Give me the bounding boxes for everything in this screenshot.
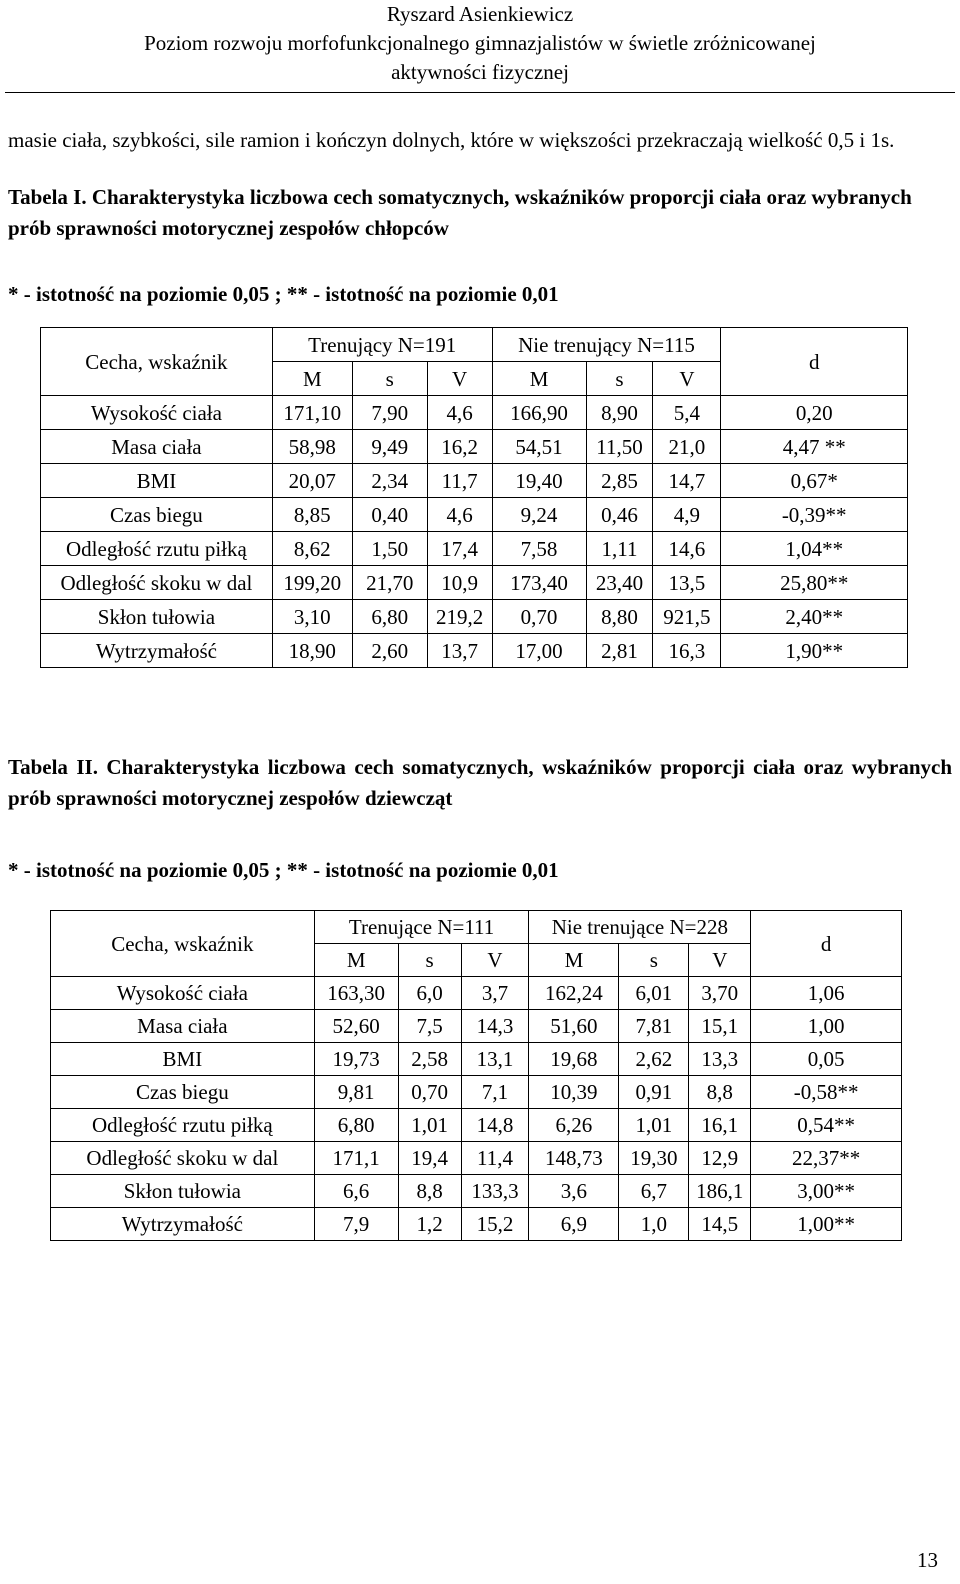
value-cell: 173,40 [492,566,586,600]
value-cell: -0,39** [721,498,908,532]
table-row [41,498,908,532]
table2-header-d: d [751,911,902,977]
value-cell: 4,9 [653,498,721,532]
row-label-cell: Odległość skoku w dal [41,566,273,600]
header-author: Ryszard Asienkiewicz [386,2,574,26]
value-cell: 2,34 [352,464,427,498]
value-cell: 3,70 [689,977,751,1010]
row-label-cell: Masa ciała [41,430,273,464]
value-cell: 16,3 [653,634,721,668]
value-cell: 8,62 [272,532,352,566]
value-cell: 51,60 [529,1010,619,1043]
value-cell: 171,10 [272,396,352,430]
table2-header-group1: Trenujące N=111 [314,911,529,944]
value-cell: 8,8 [689,1076,751,1109]
table1-sub-m1: M [272,362,352,396]
table1-caption: Tabela I. Charakterystyka liczbowa cech somatycznych, wskaźników proporcji ciała oraz wybranych prób sprawności motorycznej zespołów chłopców [8,185,912,240]
table2-sub-m2: M [529,944,619,977]
value-cell: 11,50 [586,430,653,464]
table-row [51,1142,902,1175]
table-row [41,566,908,600]
value-cell: 13,3 [689,1043,751,1076]
value-cell: 2,85 [586,464,653,498]
value-cell: 7,1 [461,1076,529,1109]
row-label-cell: Wysokość ciała [51,977,315,1010]
value-cell: 5,4 [653,396,721,430]
table2-header-row [51,911,902,944]
table2-sub-v1: V [461,944,529,977]
value-cell: 3,00** [751,1175,902,1208]
value-cell: 14,5 [689,1208,751,1241]
value-cell: 148,73 [529,1142,619,1175]
value-cell: 171,1 [314,1142,398,1175]
value-cell: 14,6 [653,532,721,566]
value-cell: 1,00** [751,1208,902,1241]
value-cell: 6,7 [619,1175,689,1208]
value-cell: 14,8 [461,1109,529,1142]
table-row [51,1076,902,1109]
table-row [51,1010,902,1043]
table1-header-feature: Cecha, wskaźnik [41,328,273,396]
table1-sub-s1: s [352,362,427,396]
value-cell: 0,20 [721,396,908,430]
table-row [41,600,908,634]
page-number: 13 [917,1548,938,1572]
value-cell: 1,01 [398,1109,461,1142]
table-row [41,396,908,430]
table1-header-group1: Trenujący N=191 [272,328,492,362]
table-row [41,532,908,566]
table-row [51,1208,902,1241]
value-cell: 4,6 [427,396,492,430]
value-cell: 20,07 [272,464,352,498]
value-cell: 186,1 [689,1175,751,1208]
value-cell: 14,3 [461,1010,529,1043]
value-cell: 166,90 [492,396,586,430]
value-cell: 16,2 [427,430,492,464]
value-cell: 219,2 [427,600,492,634]
table-row [41,464,908,498]
table1-sub-v1: V [427,362,492,396]
row-label-cell: Skłon tułowia [41,600,273,634]
value-cell: 19,30 [619,1142,689,1175]
value-cell: 0,46 [586,498,653,532]
value-cell: 1,06 [751,977,902,1010]
value-cell: 9,81 [314,1076,398,1109]
value-cell: 133,3 [461,1175,529,1208]
value-cell: 1,01 [619,1109,689,1142]
value-cell: 7,58 [492,532,586,566]
value-cell: 15,1 [689,1010,751,1043]
value-cell: 9,49 [352,430,427,464]
table2-caption: Tabela II. Charakterystyka liczbowa cech somatycznych, wskaźników proporcji ciała oraz wybranych prób sprawności motorycznej zespołów dziewcząt [8,755,952,810]
value-cell: 58,98 [272,430,352,464]
value-cell: 7,90 [352,396,427,430]
value-cell: 23,40 [586,566,653,600]
table-row [41,430,908,464]
table-row [51,1109,902,1142]
table2-sub-v2: V [689,944,751,977]
value-cell: 6,6 [314,1175,398,1208]
table2-sub-s1: s [398,944,461,977]
value-cell: 2,81 [586,634,653,668]
value-cell: 8,85 [272,498,352,532]
table-row [51,977,902,1010]
value-cell: 13,1 [461,1043,529,1076]
table1-sub-m2: M [492,362,586,396]
value-cell: 1,50 [352,532,427,566]
value-cell: -0,58** [751,1076,902,1109]
table2 [50,910,902,1241]
table1-sub-s2: s [586,362,653,396]
table-row [41,634,908,668]
value-cell: 1,0 [619,1208,689,1241]
value-cell: 6,80 [352,600,427,634]
value-cell: 4,6 [427,498,492,532]
value-cell: 11,7 [427,464,492,498]
value-cell: 3,6 [529,1175,619,1208]
value-cell: 16,1 [689,1109,751,1142]
header-rule [5,92,955,93]
value-cell: 13,5 [653,566,721,600]
table-row [51,1043,902,1076]
table2-header-feature: Cecha, wskaźnik [51,911,315,977]
value-cell: 1,00 [751,1010,902,1043]
value-cell: 0,05 [751,1043,902,1076]
value-cell: 14,7 [653,464,721,498]
value-cell: 2,40** [721,600,908,634]
value-cell: 7,81 [619,1010,689,1043]
value-cell: 1,04** [721,532,908,566]
value-cell: 21,0 [653,430,721,464]
row-label-cell: Wytrzymałość [41,634,273,668]
value-cell: 10,39 [529,1076,619,1109]
value-cell: 10,9 [427,566,492,600]
value-cell: 8,8 [398,1175,461,1208]
value-cell: 199,20 [272,566,352,600]
header-title-line2: aktywności fizycznej [391,60,569,84]
row-label-cell: Wytrzymałość [51,1208,315,1241]
table1-header-group2: Nie trenujący N=115 [492,328,721,362]
row-label-cell: Czas biegu [41,498,273,532]
running-header [0,0,960,87]
row-label-cell: Czas biegu [51,1076,315,1109]
value-cell: 22,37** [751,1142,902,1175]
value-cell: 3,7 [461,977,529,1010]
value-cell: 19,73 [314,1043,398,1076]
value-cell: 162,24 [529,977,619,1010]
value-cell: 0,54** [751,1109,902,1142]
value-cell: 0,67* [721,464,908,498]
value-cell: 17,00 [492,634,586,668]
row-label-cell: Odległość rzutu piłką [51,1109,315,1142]
value-cell: 163,30 [314,977,398,1010]
table2-significance-note: * - istotność na poziomie 0,05 ; ** - istotność na poziomie 0,01 [8,858,559,882]
table2-sub-s2: s [619,944,689,977]
value-cell: 2,60 [352,634,427,668]
value-cell: 0,70 [492,600,586,634]
value-cell: 7,9 [314,1208,398,1241]
value-cell: 1,2 [398,1208,461,1241]
value-cell: 17,4 [427,532,492,566]
table1-significance-note: * - istotność na poziomie 0,05 ; ** - istotność na poziomie 0,01 [8,282,559,306]
intro-paragraph: masie ciała, szybkości, sile ramion i kończyn dolnych, które w większości przekraczają wielkość 0,5 i 1s. [8,128,895,152]
header-title-line1: Poziom rozwoju morfofunkcjonalnego gimnazjalistów w świetle zróżnicowanej [144,31,816,55]
table-row [51,1175,902,1208]
row-label-cell: BMI [41,464,273,498]
value-cell: 12,9 [689,1142,751,1175]
value-cell: 4,47 ** [721,430,908,464]
value-cell: 1,90** [721,634,908,668]
value-cell: 0,91 [619,1076,689,1109]
value-cell: 3,10 [272,600,352,634]
value-cell: 9,24 [492,498,586,532]
value-cell: 0,70 [398,1076,461,1109]
value-cell: 18,90 [272,634,352,668]
table1-header-d: d [721,328,908,396]
row-label-cell: Odległość skoku w dal [51,1142,315,1175]
value-cell: 13,7 [427,634,492,668]
table2-header-group2: Nie trenujące N=228 [529,911,751,944]
value-cell: 19,40 [492,464,586,498]
row-label-cell: Odległość rzutu piłką [41,532,273,566]
value-cell: 19,68 [529,1043,619,1076]
value-cell: 1,11 [586,532,653,566]
value-cell: 921,5 [653,600,721,634]
value-cell: 25,80** [721,566,908,600]
value-cell: 6,80 [314,1109,398,1142]
value-cell: 52,60 [314,1010,398,1043]
value-cell: 11,4 [461,1142,529,1175]
value-cell: 21,70 [352,566,427,600]
row-label-cell: Wysokość ciała [41,396,273,430]
value-cell: 6,0 [398,977,461,1010]
row-label-cell: BMI [51,1043,315,1076]
table1 [40,327,908,668]
value-cell: 6,9 [529,1208,619,1241]
value-cell: 2,62 [619,1043,689,1076]
table1-header-row [41,328,908,362]
value-cell: 0,40 [352,498,427,532]
value-cell: 54,51 [492,430,586,464]
value-cell: 6,01 [619,977,689,1010]
value-cell: 8,90 [586,396,653,430]
row-label-cell: Skłon tułowia [51,1175,315,1208]
value-cell: 15,2 [461,1208,529,1241]
value-cell: 19,4 [398,1142,461,1175]
table2-sub-m1: M [314,944,398,977]
value-cell: 2,58 [398,1043,461,1076]
value-cell: 8,80 [586,600,653,634]
value-cell: 7,5 [398,1010,461,1043]
row-label-cell: Masa ciała [51,1010,315,1043]
table1-sub-v2: V [653,362,721,396]
value-cell: 6,26 [529,1109,619,1142]
